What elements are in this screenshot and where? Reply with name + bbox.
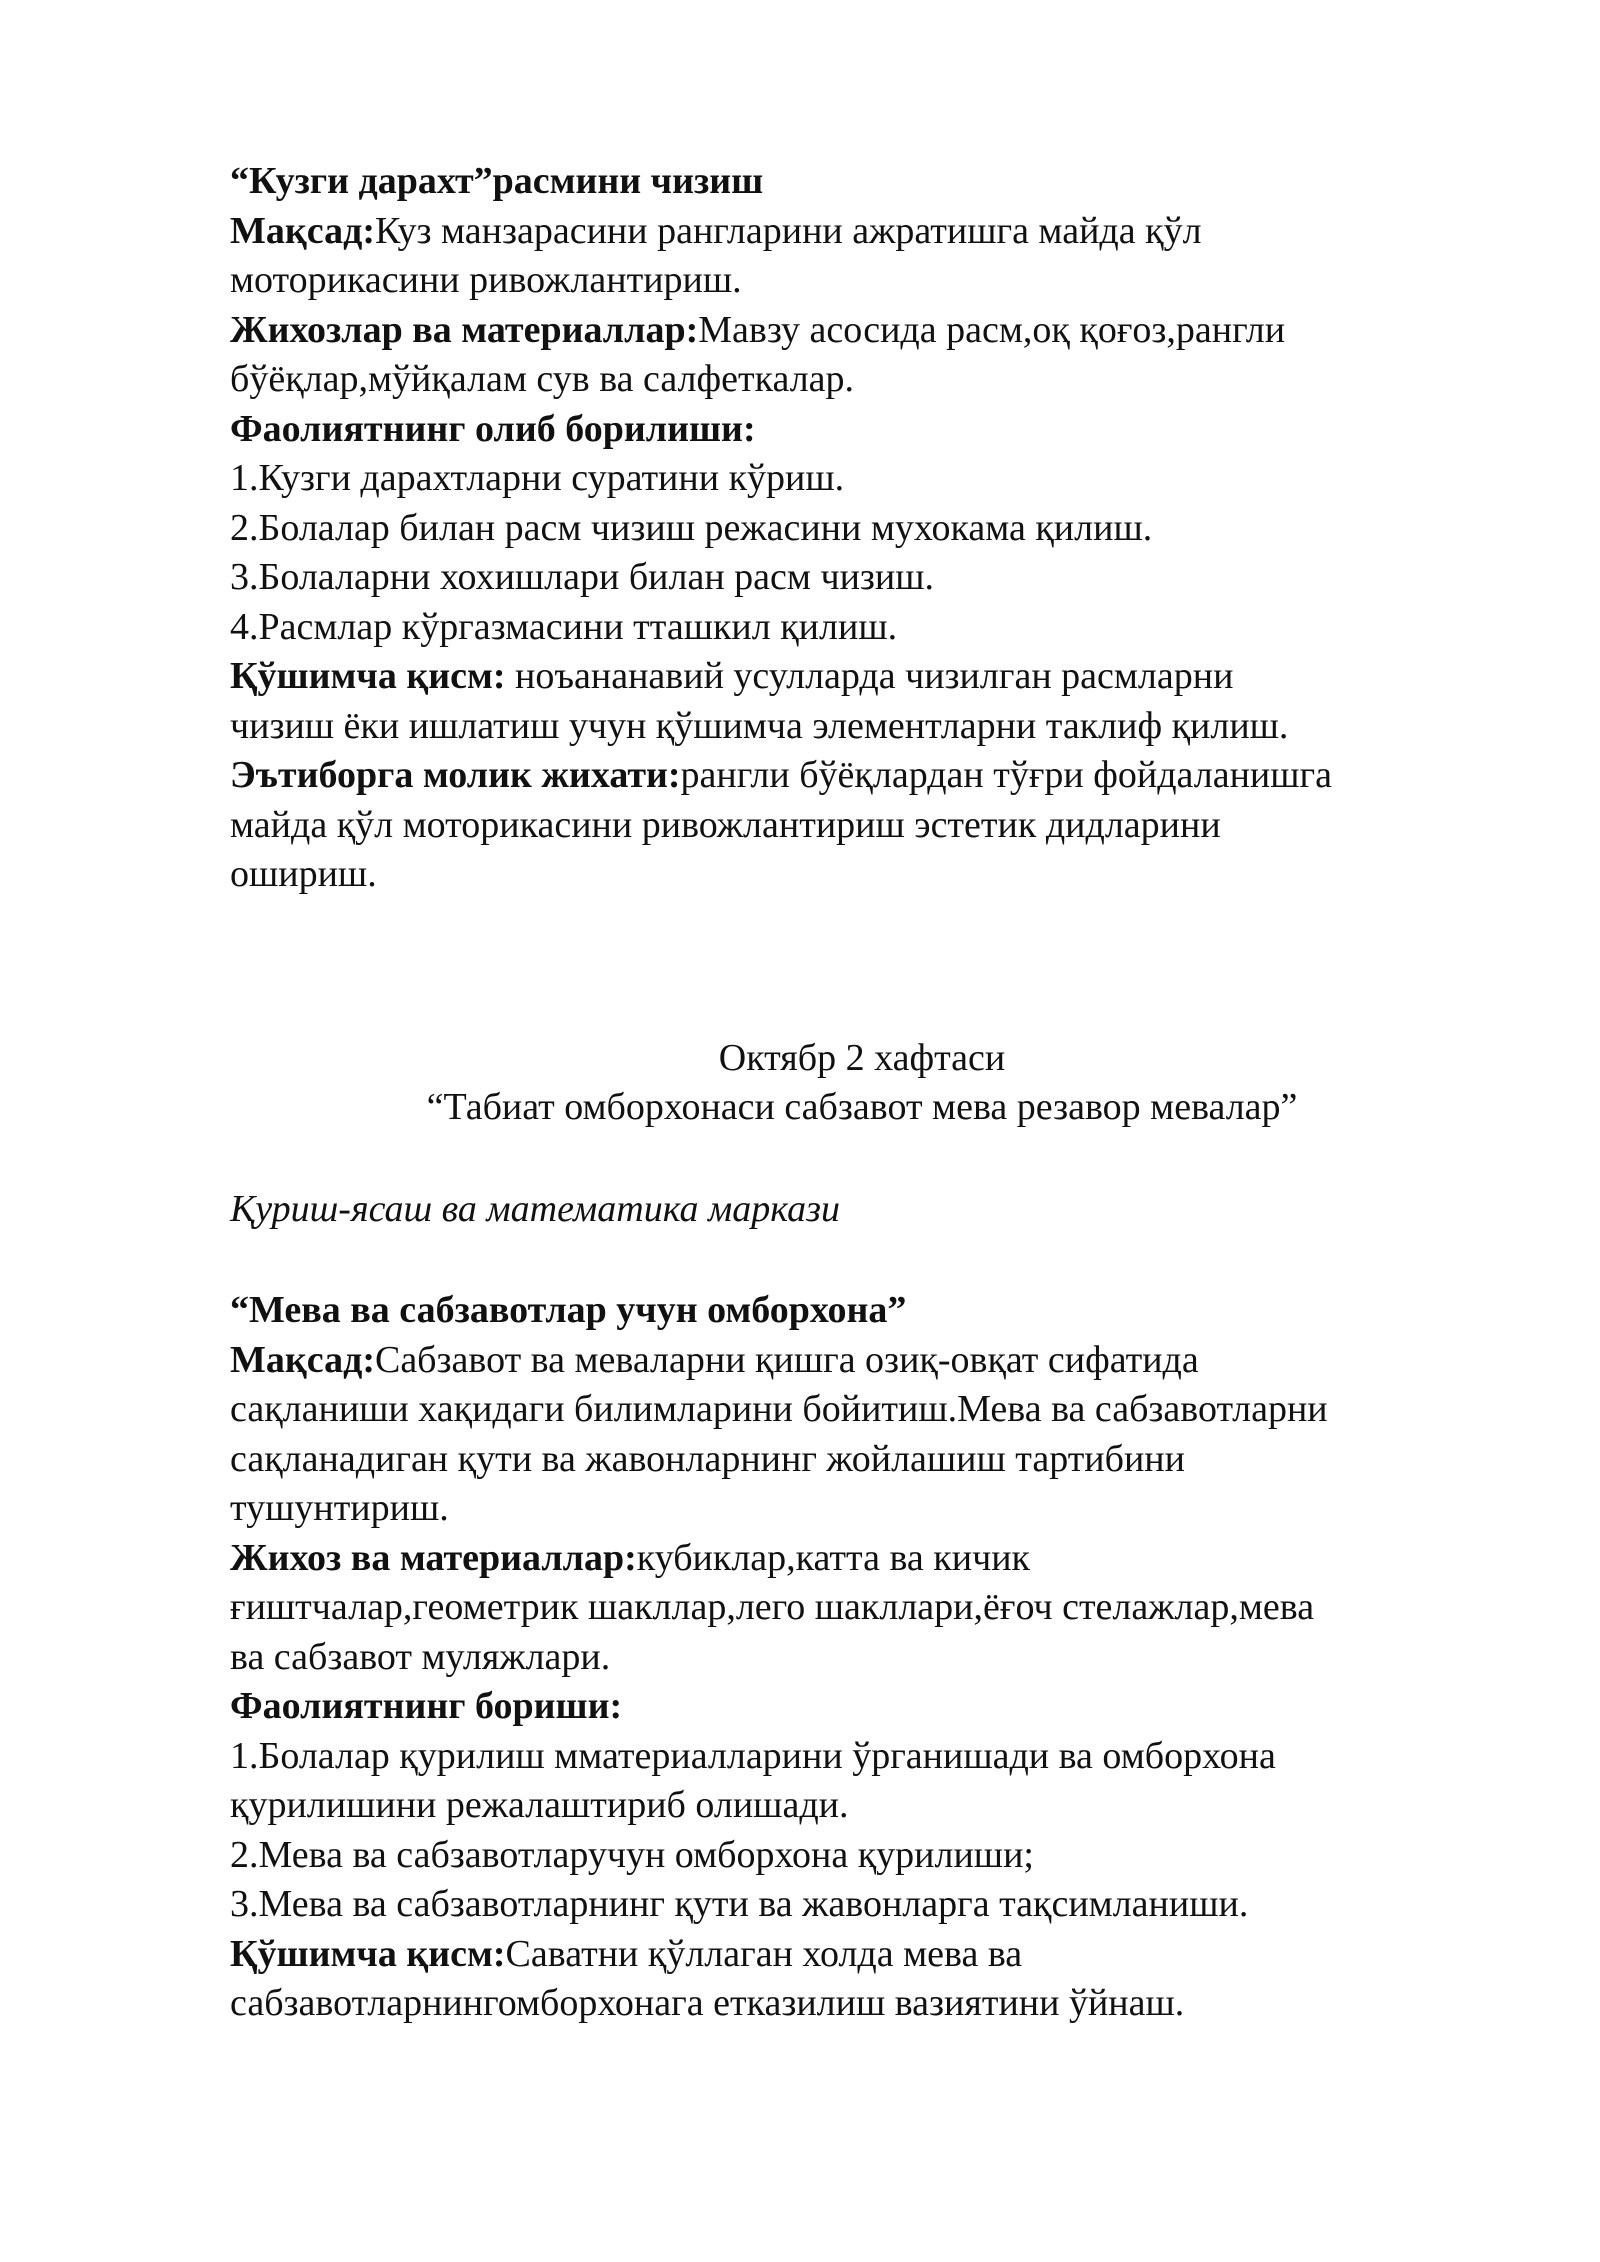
goal-text-cont: тушунтириш. [230, 1487, 449, 1529]
step-item: 3.Болаларни хохишлари билан расм чизиш. [230, 556, 935, 598]
extra-line [230, 652, 1530, 702]
extra-text: ноъананавий усулларда чизилган расмларни [505, 655, 1234, 697]
center-name: Қуриш-ясаш ва математика маркази [230, 1187, 840, 1230]
note-label: Эътиборга молик жихати: [230, 754, 681, 796]
goal-text-cont: сақланиши хақидаги билимларини бойитиш.Мева ва сабзавотларни [230, 1388, 1328, 1430]
materials-text-cont: бўёқлар,мўйқалам сув ва салфеткалар. [230, 358, 855, 400]
extra-text-cont: чизиш ёки ишлатиш учун қўшимча элементларни таклиф қилиш. [230, 704, 1289, 747]
note-text-cont: ошириш. [230, 853, 377, 895]
extra-line [230, 1930, 1530, 1980]
step-item: 1.Болалар қурилиш мматериалларини ўрганишади ва омборхона [230, 1734, 1276, 1777]
process-label: Фаолиятнинг олиб борилиши: [230, 407, 756, 450]
extra-label: Қўшимча қисм: [230, 655, 506, 697]
spacer [230, 1133, 1530, 1185]
week-heading: Октябр 2 хафтаси [718, 1036, 1006, 1079]
section-spacer [230, 900, 1530, 1034]
goal-line [230, 207, 1530, 257]
materials-line [230, 306, 1530, 356]
step-item: 3.Мева ва сабзавотларнинг қути ва жавонларга тақсимланиши. [230, 1883, 1249, 1925]
goal-label: Мақсад: [230, 209, 375, 252]
step-item: 2.Болалар билан расм чизиш режасини мухокама қилиш. [230, 506, 1153, 549]
goal-text: Куз манзарасини рангларини ажратишга майда қўл [374, 209, 1202, 252]
note-line [230, 751, 1530, 801]
goal-text-cont: моторикасини ривожлантириш. [230, 259, 742, 301]
goal-text-cont: сақланадиган қути ва жавонларнинг жойлашиш тартибини [230, 1437, 1185, 1480]
document-page [230, 157, 1530, 2029]
materials-text-cont: ғиштчалар,геометрик шакллар,лего шакллари,ёғоч стелажлар,мева [230, 1586, 1315, 1628]
materials-line [230, 1534, 1530, 1584]
step-item-cont: қурилишини режалаштириб олишади. [230, 1784, 849, 1826]
extra-text: Саватни қўллаган холда мева ва [505, 1932, 1023, 1975]
activity-title: “Кузги дарахт”расмини чизиш [230, 160, 764, 202]
goal-line [230, 1336, 1530, 1386]
extra-label: Қўшимча қисм: [230, 1932, 506, 1975]
extra-text-cont: сабзавотларнингомборхонага етказилиш вазиятини ўйнаш. [230, 1982, 1185, 2024]
materials-text-cont: ва сабзавот муляжлари. [230, 1635, 611, 1678]
activity-title: “Мева ва сабзавотлар учун омборхона” [230, 1289, 907, 1331]
week-theme: “Табиат омборхонаси сабзавот мева резавор мевалар” [426, 1086, 1298, 1128]
step-item: 2.Мева ва сабзавотларучун омборхона қурилиши; [230, 1833, 1034, 1876]
note-text-cont: майда қўл моторикасини ривожлантириш эстетик дидларини [230, 803, 1221, 846]
process-label: Фаолиятнинг бориши: [230, 1685, 623, 1727]
note-text: рангли бўёқлардан тўғри фойдаланишга [680, 754, 1332, 796]
materials-label: Жихоз ва материаллар: [230, 1536, 637, 1579]
materials-text: кубиклар,катта ва кичик [636, 1536, 1030, 1579]
goal-text: Сабзавот ва меваларни қишга озиқ-овқат сифатида [374, 1338, 1199, 1381]
spacer [230, 1234, 1530, 1286]
step-item: 4.Расмлар кўргазмасини тташкил қилиш. [230, 605, 898, 648]
materials-label: Жихозлар ва материаллар: [230, 308, 699, 351]
goal-label: Мақсад: [230, 1338, 375, 1381]
materials-text: Мавзу асосида расм,оқ қоғоз,рангли [698, 308, 1286, 351]
step-item: 1.Кузги дарахтларни суратини кўриш. [230, 457, 845, 499]
